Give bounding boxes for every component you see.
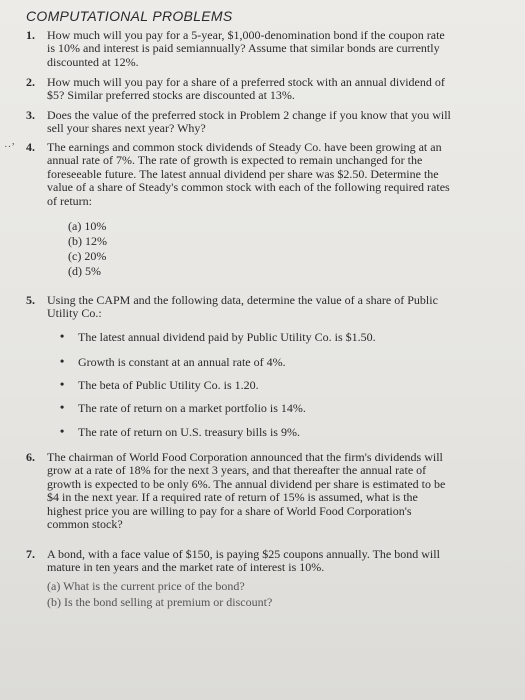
option-a: (a) What is the current price of the bond? [47,579,245,593]
problem-number: 3. [26,108,35,122]
problem-text: The earnings and common stock dividends of Steady Co. have been growing at an annual rate of 7%. The rate of growth is expected to remain unchanged for the foreseeable future. The latest annual dividend per share was $2.50. Determine the value of a share of Steady's common stock with each of the following required rates of return: [47,140,450,208]
bullet-text: The beta of Public Utility Co. is 1.20. [78,378,259,392]
option-b: (b) Is the bond selling at premium or discount? [47,595,273,609]
bullet-icon: • [60,329,65,343]
problem-text: How much will you pay for a 5-year, $1,000-denomination bond if the coupon rate is 10% and interest is paid semiannually? Assume that similar bonds are currently discounted at 12%. [47,28,445,69]
problem-number: 2. [26,75,35,89]
section-heading: COMPUTATIONAL PROBLEMS [26,8,233,24]
option-b: (b) 12% [68,234,107,248]
bullet-text: Growth is constant at an annual rate of 4%. [78,355,286,369]
bullet-text: The rate of return on U.S. treasury bills is 9%. [78,425,300,439]
bullet-icon: • [60,354,65,368]
option-a: (a) 10% [68,219,107,233]
problem-text: A bond, with a face value of $150, is paying $25 coupons annually. The bond will mature in ten years and the market rate of interest is 10%. [47,547,440,575]
problem-text: Using the CAPM and the following data, determine the value of a share of Public Utility Co.: [47,293,438,321]
option-c: (c) 20% [68,249,107,263]
option-d: (d) 5% [68,264,101,278]
problem-number: 4. [26,140,35,154]
pencil-mark: ··’ [4,141,15,153]
problem-text: Does the value of the preferred stock in Problem 2 change if you know that you will sell your shares next year? Why? [47,108,451,136]
bullet-text: The rate of return on a market portfolio is 14%. [78,401,306,415]
problem-number: 7. [26,547,35,561]
problem-number: 5. [26,293,35,307]
bullet-icon: • [60,424,65,438]
problem-text: How much will you pay for a share of a preferred stock with an annual dividend of $5? Similar preferred stocks are discounted at 13%. [47,75,445,103]
problem-text: The chairman of World Food Corporation announced that the firm's dividends will grow at a rate of 18% for the next 3 years, and that thereafter the annual rate of growth is expected to be only 6%. The annual dividend per share is estimated to be $4 in the next year. If a required rate of return of 15% is assumed, what is the highest price you are willing to pay for a share of World Food Corporation's common stock? [47,450,446,532]
bullet-icon: • [60,400,65,414]
problem-number: 1. [26,28,35,42]
problem-number: 6. [26,450,35,464]
bullet-text: The latest annual dividend paid by Public Utility Co. is $1.50. [78,330,376,344]
bullet-icon: • [60,377,65,391]
